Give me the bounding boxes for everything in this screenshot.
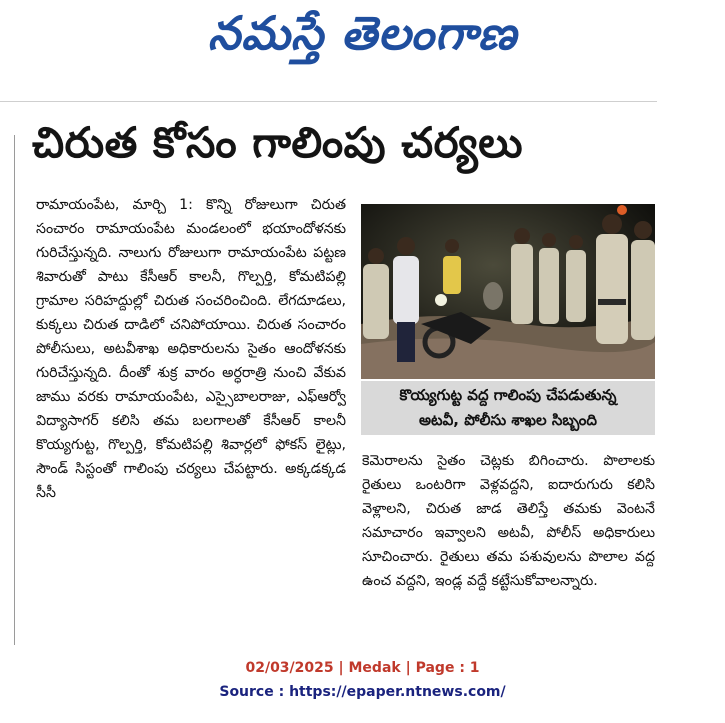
newspaper-logo: నమస్తే తెలంగాణ xyxy=(207,6,518,60)
article-headline: చిరుత కోసం గాలింపు చర్యలు xyxy=(32,118,524,167)
edition-page: Page : 1 xyxy=(415,660,480,676)
article-paragraph: కెమెరాలను సైతం చెట్లకు బిగించారు. పొలాలకు రైతులు ఒంటరిగా వెళ్లవద్దని, ఐదారుగురు కలిసి వెళ్లాలని, చిరుత జాడ తెలిస్తే తమకు వెంటనే సమాచారం ఇవ్వాలని అటవీ, పోలీస్ అధికారులు సూచించారు. రైతులు తమ పశువులను పొలాల వద్ద ఉంచ వద్దని, ఇండ్ల వద్దే కట్టేసుకోవాలన్నారు. xyxy=(362,453,655,589)
column-divider xyxy=(14,135,15,645)
article-body-left-column xyxy=(36,193,346,505)
masthead xyxy=(0,6,725,72)
article-photo xyxy=(361,204,655,379)
source-link[interactable]: Source : https://epaper.ntnews.com/ xyxy=(219,684,506,700)
night-search-photo-illustration xyxy=(361,204,655,379)
photo-caption xyxy=(361,381,655,435)
article-paragraph: రామాయంపేట, మార్చి 1: కొన్ని రోజులుగా చిరుత సంచారం రామాయంపేట మండలంలో భయాందోళనకు గురిచేస్తున్నది. నాలుగు రోజులుగా రామాయంపేట పట్టణ శివారుతో పాటు కేసీఆర్ కాలనీ, గొల్పర్తి, కోమటిపల్లి గ్రామాల సరిహద్దుల్లో చిరుత సంచరించింది. లేగదూడలు, కుక్కలు చిరుత దాడిలో చనిపోయాయి. చిరుత సంచారం పోలీసులు, అటవీశాఖ అధికారులను సైతం ఆందోళనకు గురిచేస్తున్నది. దీంతో శుక్ర వారం అర్ధరాత్రి నుంచి వేకువ జాము వరకు రామాయంపేట, ఎస్సైబాలరాజు, ఎఫ్ఆర్వో విద్యాసాగర్ కలిసి తమ బలగాలతో కేసీఆర్ కాలనీ కొయ్యగుట్ట, గొల్పర్తి, కోమటిపల్లి శివార్లలో ఫోకస్ లైట్లు, సౌండ్ సిస్టంతో గాలింపు చర్యలు చేపట్టారు. అక్కడక్కడ సీసీ xyxy=(36,197,346,501)
photo-caption-line: అటవీ, పోలీసు శాఖల సిబ్బంది xyxy=(419,411,597,429)
edition-date: 02/03/2025 xyxy=(245,660,334,676)
article-body-right-column xyxy=(362,449,655,593)
edition-info: 02/03/2025 | Medak | Page : 1 xyxy=(245,660,480,676)
edition-name: Medak xyxy=(348,660,401,676)
photo-caption-line: కొయ్యగుట్ట వద్ద గాలింపు చేపడుతున్న xyxy=(399,386,617,404)
masthead-divider xyxy=(0,101,657,102)
